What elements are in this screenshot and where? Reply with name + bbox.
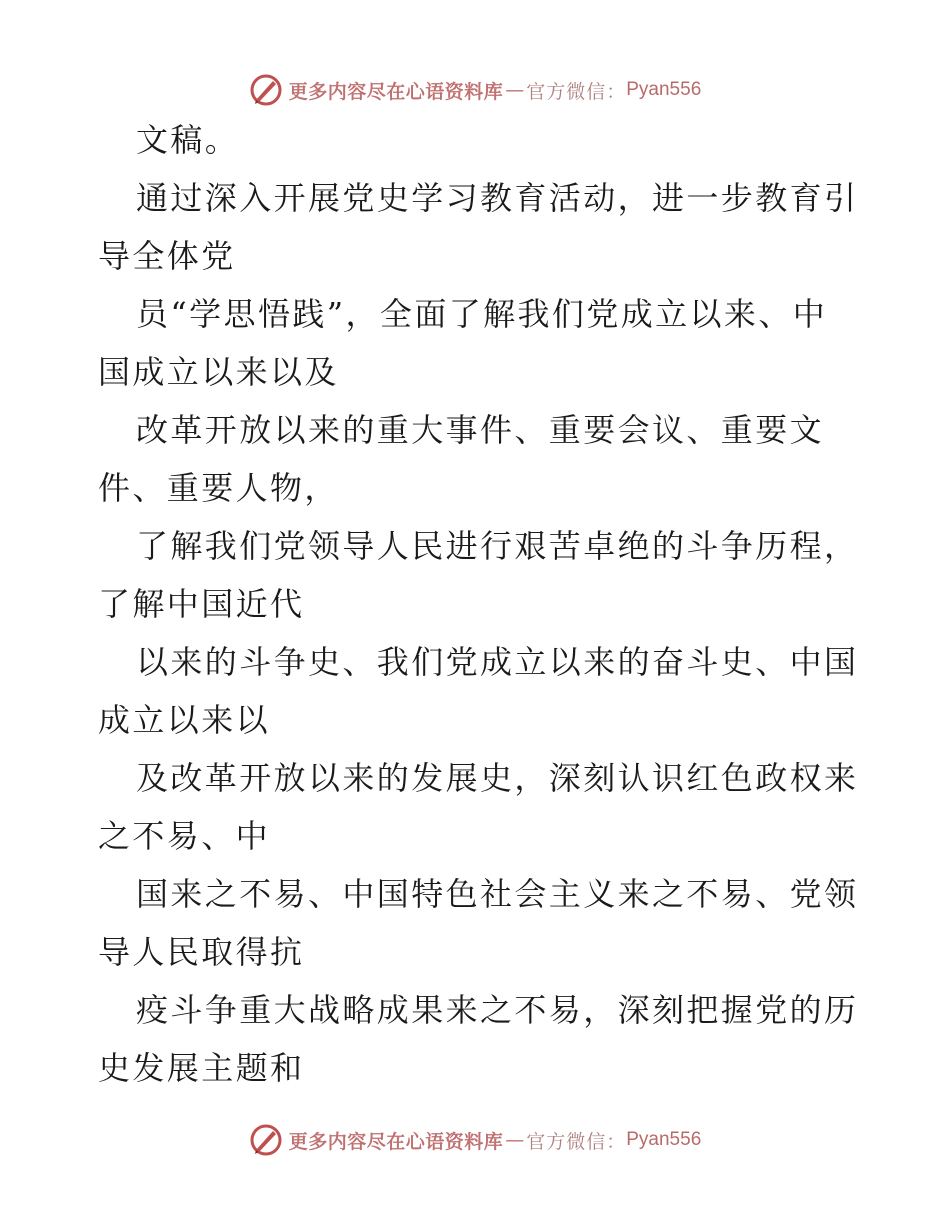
body-line: 了解中国近代 [98,585,305,623]
pen-logo-icon [249,1123,283,1157]
body-line: 史发展主题和 [98,1049,305,1087]
banner-separator: — [505,79,525,101]
banner-brand: 更多内容尽在心语资料库 [288,80,504,103]
pen-logo-icon [249,73,283,107]
body-line: 了解我们党领导人民进行艰苦卓绝的斗争历程， [136,527,859,565]
banner-brand: 更多内容尽在心语资料库 [288,1130,504,1153]
banner-wechat-id: Pyan556 [626,79,702,100]
body-line: 导全体党 [98,237,236,275]
body-line: 员“学思悟践”，全面了解我们党成立以来、中 [136,295,828,333]
body-line: 件、重要人物， [98,469,339,507]
body-line: 以来的斗争史、我们党成立以来的奋斗史、中国 [136,643,859,681]
banner-separator: — [505,1129,525,1151]
body-line: 国成立以来以及 [98,353,339,391]
body-line: 文稿。 [136,121,240,159]
body-line: 国来之不易、中国特色社会主义来之不易、党领 [136,875,859,913]
body-line: 之不易、中 [98,817,271,855]
body-line: 及改革开放以来的发展史，深刻认识红色政权来 [136,759,859,797]
header-banner [0,70,950,110]
body-line: 疫斗争重大战略成果来之不易，深刻把握党的历 [136,991,859,1029]
body-line: 改革开放以来的重大事件、重要会议、重要文 [136,411,825,449]
body-line: 通过深入开展党史学习教育活动，进一步教育引 [136,179,859,217]
banner-contact-label: 官方微信： [526,1130,627,1153]
footer-banner [0,1120,950,1160]
body-line: 成立以来以 [98,701,271,739]
body-line: 导人民取得抗 [98,933,305,971]
banner-contact-label: 官方微信： [526,80,627,103]
banner-wechat-id: Pyan556 [626,1129,702,1150]
